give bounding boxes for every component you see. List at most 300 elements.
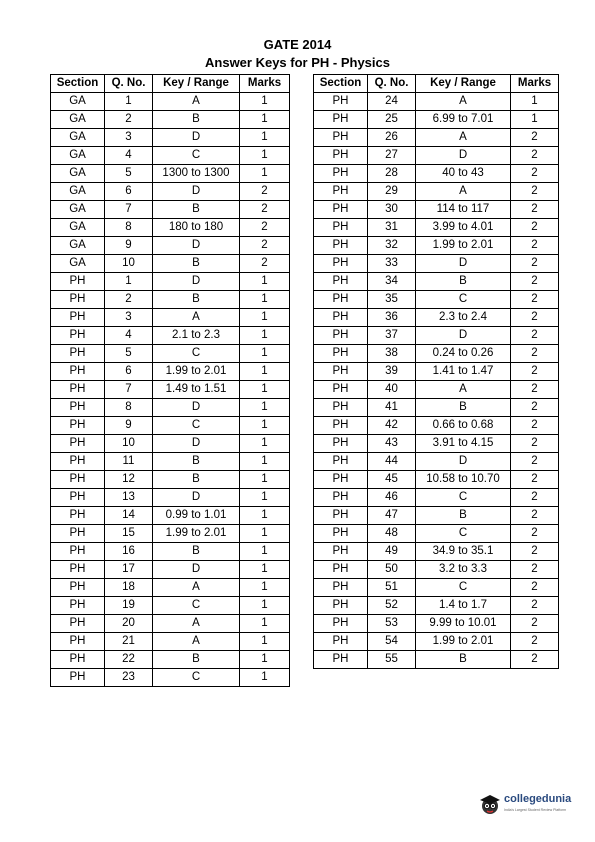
cell-marks: 1 — [240, 381, 290, 399]
cell-question-number: 29 — [368, 183, 416, 201]
graduate-mascot-icon — [478, 792, 502, 816]
cell-key-range: 180 to 180 — [153, 219, 240, 237]
cell-key-range: B — [153, 111, 240, 129]
cell-question-number: 50 — [368, 561, 416, 579]
cell-key-range: A — [153, 615, 240, 633]
cell-key-range: B — [416, 507, 511, 525]
table-row — [51, 597, 290, 615]
cell-section: GA — [51, 111, 105, 129]
cell-section: PH — [51, 417, 105, 435]
cell-marks: 1 — [240, 597, 290, 615]
cell-question-number: 41 — [368, 399, 416, 417]
cell-section: PH — [51, 543, 105, 561]
table-row — [314, 183, 559, 201]
cell-key-range: D — [153, 399, 240, 417]
cell-marks: 1 — [240, 525, 290, 543]
answer-key-table-right — [313, 74, 559, 669]
cell-key-range: A — [416, 129, 511, 147]
table-row — [51, 453, 290, 471]
cell-section: GA — [51, 183, 105, 201]
cell-question-number: 22 — [105, 651, 153, 669]
cell-section: PH — [314, 525, 368, 543]
cell-question-number: 51 — [368, 579, 416, 597]
cell-question-number: 39 — [368, 363, 416, 381]
cell-key-range: 40 to 43 — [416, 165, 511, 183]
cell-question-number: 24 — [368, 93, 416, 111]
cell-key-range: 10.58 to 10.70 — [416, 471, 511, 489]
cell-marks: 1 — [240, 273, 290, 291]
cell-marks: 2 — [511, 489, 559, 507]
table-row — [314, 273, 559, 291]
cell-section: PH — [51, 579, 105, 597]
cell-key-range: A — [153, 309, 240, 327]
cell-key-range: 2.1 to 2.3 — [153, 327, 240, 345]
table-row — [51, 165, 290, 183]
cell-question-number: 33 — [368, 255, 416, 273]
table-row — [51, 417, 290, 435]
cell-marks: 1 — [240, 489, 290, 507]
table-row — [51, 399, 290, 417]
table-row — [314, 651, 559, 669]
cell-section: PH — [314, 183, 368, 201]
table-row — [51, 111, 290, 129]
cell-section: PH — [51, 525, 105, 543]
logo-wordmark: collegedunia — [504, 793, 572, 805]
cell-marks: 1 — [240, 651, 290, 669]
table-row — [314, 345, 559, 363]
cell-marks: 1 — [240, 471, 290, 489]
cell-section: PH — [314, 93, 368, 111]
cell-section: PH — [51, 561, 105, 579]
cell-section: PH — [51, 471, 105, 489]
cell-marks: 1 — [240, 669, 290, 687]
cell-section: PH — [51, 615, 105, 633]
cell-key-range: B — [153, 543, 240, 561]
cell-marks: 2 — [511, 525, 559, 543]
answer-key-table-left — [50, 74, 290, 687]
cell-key-range: 3.2 to 3.3 — [416, 561, 511, 579]
cell-section: PH — [314, 615, 368, 633]
cell-question-number: 45 — [368, 471, 416, 489]
cell-question-number: 1 — [105, 273, 153, 291]
cell-marks: 2 — [511, 561, 559, 579]
cell-key-range: A — [416, 93, 511, 111]
cell-question-number: 55 — [368, 651, 416, 669]
cell-section: PH — [314, 579, 368, 597]
cell-section: PH — [314, 507, 368, 525]
cell-section: PH — [314, 129, 368, 147]
cell-section: PH — [314, 435, 368, 453]
cell-section: PH — [314, 345, 368, 363]
cell-section: PH — [51, 453, 105, 471]
cell-section: PH — [314, 219, 368, 237]
cell-question-number: 30 — [368, 201, 416, 219]
table-row — [314, 579, 559, 597]
table-row — [51, 381, 290, 399]
cell-marks: 1 — [240, 417, 290, 435]
cell-key-range: 1.99 to 2.01 — [416, 237, 511, 255]
cell-question-number: 44 — [368, 453, 416, 471]
cell-key-range: 3.99 to 4.01 — [416, 219, 511, 237]
cell-marks: 2 — [511, 309, 559, 327]
cell-question-number: 8 — [105, 219, 153, 237]
table-row — [51, 561, 290, 579]
cell-marks: 2 — [511, 327, 559, 345]
table-row — [51, 507, 290, 525]
cell-key-range: D — [416, 453, 511, 471]
cell-section: PH — [314, 165, 368, 183]
cell-question-number: 7 — [105, 201, 153, 219]
cell-key-range: 1300 to 1300 — [153, 165, 240, 183]
cell-marks: 2 — [511, 273, 559, 291]
cell-key-range: C — [416, 291, 511, 309]
table-row — [314, 129, 559, 147]
table-row — [314, 201, 559, 219]
cell-question-number: 26 — [368, 129, 416, 147]
cell-question-number: 27 — [368, 147, 416, 165]
cell-key-range: 0.99 to 1.01 — [153, 507, 240, 525]
table-row — [314, 93, 559, 111]
table-row — [314, 561, 559, 579]
cell-question-number: 23 — [105, 669, 153, 687]
cell-marks: 1 — [240, 147, 290, 165]
cell-question-number: 4 — [105, 147, 153, 165]
cell-question-number: 36 — [368, 309, 416, 327]
logo-tagline: India's Largest Student Review Platform — [504, 808, 567, 812]
cell-section: PH — [314, 417, 368, 435]
cell-key-range: 1.41 to 1.47 — [416, 363, 511, 381]
cell-key-range: D — [416, 327, 511, 345]
cell-section: GA — [51, 165, 105, 183]
table-row — [314, 507, 559, 525]
cell-section: PH — [51, 669, 105, 687]
cell-section: PH — [314, 309, 368, 327]
cell-key-range: 3.91 to 4.15 — [416, 435, 511, 453]
cell-key-range: D — [153, 237, 240, 255]
cell-marks: 2 — [511, 543, 559, 561]
table-row — [314, 327, 559, 345]
cell-section: PH — [314, 291, 368, 309]
cell-key-range: B — [153, 651, 240, 669]
cell-question-number: 2 — [105, 291, 153, 309]
table-row — [51, 345, 290, 363]
table-row — [51, 579, 290, 597]
cell-question-number: 6 — [105, 363, 153, 381]
cell-question-number: 32 — [368, 237, 416, 255]
cell-question-number: 37 — [368, 327, 416, 345]
cell-section: PH — [314, 633, 368, 651]
column-header-section: Section — [314, 75, 368, 93]
table-row — [51, 435, 290, 453]
table-row — [51, 669, 290, 687]
cell-section: PH — [314, 363, 368, 381]
cell-section: PH — [314, 471, 368, 489]
cell-key-range: C — [153, 147, 240, 165]
cell-marks: 2 — [511, 597, 559, 615]
cell-question-number: 8 — [105, 399, 153, 417]
table-row — [51, 129, 290, 147]
cell-question-number: 53 — [368, 615, 416, 633]
cell-question-number: 10 — [105, 435, 153, 453]
table-row — [51, 327, 290, 345]
cell-section: PH — [314, 273, 368, 291]
cell-question-number: 6 — [105, 183, 153, 201]
cell-question-number: 9 — [105, 237, 153, 255]
cell-key-range: B — [416, 651, 511, 669]
cell-marks: 2 — [511, 453, 559, 471]
table-row — [314, 219, 559, 237]
table-row — [51, 93, 290, 111]
cell-question-number: 9 — [105, 417, 153, 435]
cell-section: PH — [51, 309, 105, 327]
cell-question-number: 11 — [105, 453, 153, 471]
cell-marks: 2 — [511, 255, 559, 273]
cell-question-number: 1 — [105, 93, 153, 111]
cell-question-number: 54 — [368, 633, 416, 651]
cell-marks: 2 — [511, 219, 559, 237]
cell-marks: 1 — [240, 543, 290, 561]
table-row — [314, 615, 559, 633]
table-row — [51, 471, 290, 489]
column-header-marks: Marks — [511, 75, 559, 93]
cell-question-number: 7 — [105, 381, 153, 399]
cell-question-number: 43 — [368, 435, 416, 453]
table-row — [51, 201, 290, 219]
cell-marks: 2 — [511, 381, 559, 399]
table-row — [314, 489, 559, 507]
cell-question-number: 19 — [105, 597, 153, 615]
cell-marks: 1 — [240, 291, 290, 309]
table-header-row — [51, 75, 290, 93]
cell-marks: 2 — [511, 615, 559, 633]
cell-key-range: 0.66 to 0.68 — [416, 417, 511, 435]
table-row — [314, 399, 559, 417]
cell-key-range: C — [416, 525, 511, 543]
cell-key-range: C — [416, 579, 511, 597]
cell-marks: 2 — [511, 651, 559, 669]
cell-marks: 2 — [511, 345, 559, 363]
cell-section: PH — [314, 255, 368, 273]
cell-marks: 1 — [240, 507, 290, 525]
cell-section: PH — [314, 543, 368, 561]
cell-key-range: D — [153, 435, 240, 453]
cell-key-range: 2.3 to 2.4 — [416, 309, 511, 327]
cell-marks: 1 — [511, 111, 559, 129]
cell-section: PH — [314, 561, 368, 579]
cell-section: PH — [314, 111, 368, 129]
cell-marks: 2 — [511, 237, 559, 255]
cell-question-number: 40 — [368, 381, 416, 399]
cell-key-range: 1.99 to 2.01 — [416, 633, 511, 651]
cell-question-number: 34 — [368, 273, 416, 291]
cell-question-number: 10 — [105, 255, 153, 273]
cell-section: PH — [51, 327, 105, 345]
cell-key-range: A — [416, 183, 511, 201]
cell-marks: 1 — [511, 93, 559, 111]
cell-question-number: 12 — [105, 471, 153, 489]
cell-key-range: A — [153, 633, 240, 651]
cell-question-number: 52 — [368, 597, 416, 615]
table-row — [314, 543, 559, 561]
cell-key-range: 9.99 to 10.01 — [416, 615, 511, 633]
table-row — [314, 255, 559, 273]
cell-section: PH — [51, 651, 105, 669]
cell-marks: 1 — [240, 327, 290, 345]
cell-marks: 2 — [511, 147, 559, 165]
cell-section: GA — [51, 201, 105, 219]
column-header-marks: Marks — [240, 75, 290, 93]
cell-key-range: A — [153, 93, 240, 111]
cell-section: PH — [51, 291, 105, 309]
cell-key-range: D — [153, 561, 240, 579]
cell-key-range: B — [153, 201, 240, 219]
cell-key-range: D — [153, 273, 240, 291]
cell-marks: 1 — [240, 93, 290, 111]
table-row — [314, 435, 559, 453]
table-row — [314, 237, 559, 255]
cell-section: PH — [51, 399, 105, 417]
cell-marks: 2 — [511, 291, 559, 309]
cell-marks: 1 — [240, 345, 290, 363]
cell-key-range: 1.99 to 2.01 — [153, 363, 240, 381]
cell-key-range: C — [153, 597, 240, 615]
cell-question-number: 21 — [105, 633, 153, 651]
cell-question-number: 5 — [105, 165, 153, 183]
cell-key-range: D — [153, 183, 240, 201]
cell-section: GA — [51, 255, 105, 273]
cell-section: PH — [51, 507, 105, 525]
cell-question-number: 15 — [105, 525, 153, 543]
cell-key-range: B — [153, 471, 240, 489]
cell-key-range: C — [153, 345, 240, 363]
cell-section: GA — [51, 129, 105, 147]
table-row — [51, 291, 290, 309]
cell-question-number: 25 — [368, 111, 416, 129]
cell-key-range: B — [416, 273, 511, 291]
cell-section: PH — [314, 399, 368, 417]
cell-section: PH — [314, 381, 368, 399]
cell-question-number: 5 — [105, 345, 153, 363]
cell-question-number: 18 — [105, 579, 153, 597]
table-row — [314, 363, 559, 381]
cell-marks: 1 — [240, 453, 290, 471]
collegedunia-logo — [478, 792, 572, 818]
cell-section: PH — [51, 633, 105, 651]
cell-question-number: 46 — [368, 489, 416, 507]
table-row — [51, 363, 290, 381]
cell-marks: 2 — [240, 183, 290, 201]
cell-section: PH — [51, 273, 105, 291]
cell-key-range: C — [416, 489, 511, 507]
cell-marks: 1 — [240, 363, 290, 381]
cell-key-range: D — [153, 489, 240, 507]
table-row — [314, 111, 559, 129]
cell-marks: 2 — [511, 201, 559, 219]
cell-question-number: 3 — [105, 129, 153, 147]
cell-key-range: 0.24 to 0.26 — [416, 345, 511, 363]
cell-marks: 2 — [511, 633, 559, 651]
cell-marks: 2 — [511, 129, 559, 147]
table-row — [51, 633, 290, 651]
cell-section: GA — [51, 93, 105, 111]
cell-key-range: D — [416, 147, 511, 165]
table-row — [314, 453, 559, 471]
cell-key-range: B — [416, 399, 511, 417]
cell-section: PH — [314, 651, 368, 669]
cell-marks: 1 — [240, 435, 290, 453]
cell-question-number: 2 — [105, 111, 153, 129]
cell-section: PH — [51, 489, 105, 507]
cell-marks: 1 — [240, 615, 290, 633]
cell-key-range: C — [153, 669, 240, 687]
cell-question-number: 3 — [105, 309, 153, 327]
table-row — [51, 219, 290, 237]
table-row — [51, 309, 290, 327]
cell-question-number: 35 — [368, 291, 416, 309]
cell-key-range: B — [153, 255, 240, 273]
table-row — [51, 489, 290, 507]
cell-question-number: 31 — [368, 219, 416, 237]
cell-marks: 1 — [240, 633, 290, 651]
cell-marks: 2 — [240, 237, 290, 255]
cell-section: PH — [314, 489, 368, 507]
cell-question-number: 20 — [105, 615, 153, 633]
cell-marks: 2 — [240, 201, 290, 219]
column-header-qno: Q. No. — [105, 75, 153, 93]
cell-section: PH — [51, 435, 105, 453]
cell-marks: 1 — [240, 111, 290, 129]
cell-section: PH — [314, 147, 368, 165]
cell-key-range: 1.99 to 2.01 — [153, 525, 240, 543]
column-header-qno: Q. No. — [368, 75, 416, 93]
cell-section: PH — [51, 363, 105, 381]
cell-key-range: A — [153, 579, 240, 597]
table-row — [314, 309, 559, 327]
cell-question-number: 38 — [368, 345, 416, 363]
table-row — [51, 273, 290, 291]
table-row — [51, 543, 290, 561]
table-row — [51, 255, 290, 273]
cell-key-range: 1.49 to 1.51 — [153, 381, 240, 399]
cell-section: GA — [51, 237, 105, 255]
table-row — [314, 597, 559, 615]
table-row — [51, 525, 290, 543]
page-subtitle: Answer Keys for PH - Physics — [205, 55, 390, 70]
table-row — [314, 633, 559, 651]
cell-question-number: 17 — [105, 561, 153, 579]
cell-key-range: B — [153, 291, 240, 309]
cell-marks: 2 — [511, 471, 559, 489]
column-header-key: Key / Range — [416, 75, 511, 93]
cell-section: PH — [51, 597, 105, 615]
cell-marks: 1 — [240, 561, 290, 579]
cell-key-range: A — [416, 381, 511, 399]
table-row — [51, 237, 290, 255]
cell-question-number: 49 — [368, 543, 416, 561]
cell-marks: 2 — [511, 579, 559, 597]
table-row — [314, 291, 559, 309]
cell-marks: 2 — [240, 219, 290, 237]
cell-section: PH — [314, 327, 368, 345]
cell-section: PH — [314, 201, 368, 219]
table-row — [51, 147, 290, 165]
cell-key-range: D — [153, 129, 240, 147]
table-row — [314, 165, 559, 183]
column-header-key: Key / Range — [153, 75, 240, 93]
cell-section: PH — [314, 597, 368, 615]
cell-marks: 1 — [240, 399, 290, 417]
cell-section: GA — [51, 219, 105, 237]
